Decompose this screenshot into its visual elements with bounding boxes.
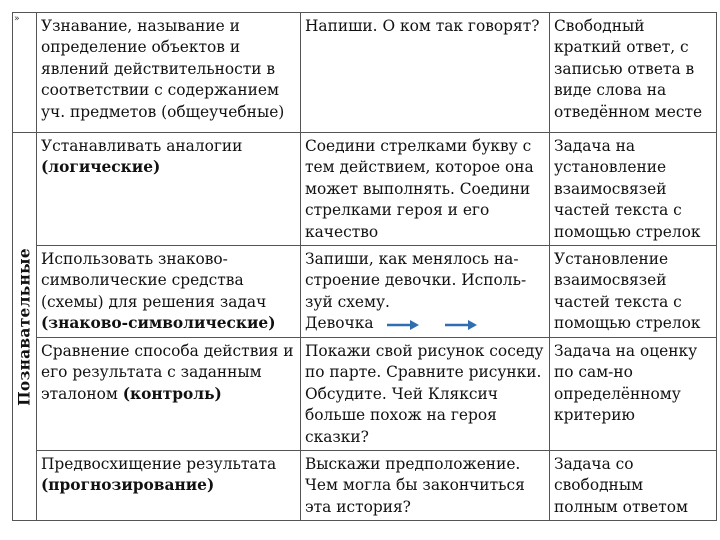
skill-line: уч. предметов (общеучебные): [41, 102, 285, 121]
skill-line: эталоном: [41, 384, 118, 403]
type-line: по сам-но: [554, 363, 633, 382]
task-line: по парте. Сравните рисунки.: [305, 363, 542, 382]
type-line: критерию: [554, 406, 635, 425]
task-line: Соедини стрелками букву с: [305, 137, 532, 155]
type-line: взаимосвязей: [554, 271, 667, 290]
task-line: Запиши, как менялось на-: [305, 250, 519, 269]
skill-line: Сравнение способа действия и: [41, 342, 294, 361]
corner-mark: »: [14, 14, 20, 24]
side-cell-top: [13, 13, 37, 133]
task-line: качество: [305, 222, 379, 241]
type-cell: [550, 133, 717, 246]
type-line: полным ответом: [554, 497, 688, 516]
task-line: Обсудите. Чей Кляксич: [305, 384, 498, 403]
skill-line: Предвосхищение результата: [41, 455, 277, 474]
task-cell: [301, 13, 550, 133]
task-line: Покажи свой рисунок соседу: [305, 342, 544, 361]
task-line: эта история?: [305, 497, 411, 516]
type-line: Задача на: [554, 137, 636, 155]
task-line: стрелками героя и его: [305, 201, 490, 220]
skill-cell: [37, 451, 301, 521]
skill-cell: [37, 246, 301, 338]
skill-cell: [37, 133, 301, 246]
skill-line: Использовать знаково-: [41, 250, 228, 269]
skill-line: Узнавание, называние и: [41, 17, 240, 35]
side-cell: [13, 133, 37, 521]
type-line: виде слова на: [554, 81, 667, 100]
scheme-arrows: [383, 315, 503, 333]
type-line: частей текста с: [554, 292, 682, 311]
task-line: тем действием, которое она: [305, 158, 534, 177]
task-scheme-label: Девочка: [305, 314, 374, 333]
skill-line: (схемы) для решения задач: [41, 292, 267, 311]
type-line: установление: [554, 158, 667, 177]
skill-category: (контроль): [122, 384, 222, 403]
type-line: отведённом месте: [554, 102, 703, 121]
skill-line: символические средства: [41, 271, 244, 290]
task-scheme-line: [305, 313, 546, 334]
type-line: помощью стрелок: [554, 222, 701, 241]
skill-line: его результата с заданным: [41, 363, 262, 382]
task-line: больше похож на героя: [305, 406, 497, 425]
table-row: [13, 13, 717, 133]
task-line: строение девочки. Исполь-: [305, 271, 527, 290]
type-line: Задача со: [554, 455, 634, 474]
type-cell: [550, 451, 717, 521]
table-row: [13, 133, 717, 246]
table-row: [13, 246, 717, 338]
task-cell: [301, 133, 550, 246]
arrow-head: [410, 320, 419, 330]
type-line: свободным: [554, 476, 644, 495]
arrow-head: [468, 320, 477, 330]
skill-cell: [37, 13, 301, 133]
task-line: сказки?: [305, 427, 369, 446]
type-line: определённому: [554, 384, 681, 403]
type-line: краткий ответ, с: [554, 38, 689, 57]
type-line: Установление: [554, 250, 669, 269]
table-row: [13, 451, 717, 521]
type-line: Свободный: [554, 17, 645, 35]
task-cell: [301, 451, 550, 521]
skill-line: явлений действительности в: [41, 59, 276, 78]
task-cell: [301, 246, 550, 338]
skill-category: (знаково-символические): [41, 314, 276, 333]
skill-line: Устанавливать аналогии: [41, 137, 243, 155]
task-line: Чем могла бы закончиться: [305, 476, 525, 495]
task-line: может выполнять. Соедини: [305, 179, 531, 198]
skill-line: определение объектов и: [41, 38, 241, 57]
type-cell: [550, 13, 717, 133]
type-cell: [550, 338, 717, 451]
type-line: взаимосвязей: [554, 179, 667, 198]
task-line: Выскажи предположение.: [305, 455, 521, 474]
side-label: Познавательные: [14, 247, 33, 406]
skills-table: [12, 12, 717, 521]
task-line: зуй схему.: [305, 292, 390, 311]
type-line: Задача на оценку: [554, 342, 698, 361]
type-line: помощью стрелок: [554, 314, 701, 333]
skill-category: (логические): [41, 158, 161, 177]
task-cell: [301, 338, 550, 451]
task-line: Напиши. О ком так говорят?: [305, 17, 540, 35]
type-line: записью ответа в: [554, 59, 695, 78]
type-cell: [550, 246, 717, 338]
skill-cell: [37, 338, 301, 451]
skill-line: соответствии с содержанием: [41, 81, 279, 100]
skill-category: (прогнозирование): [41, 476, 215, 495]
table-row: [13, 338, 717, 451]
type-line: частей текста с: [554, 201, 682, 220]
